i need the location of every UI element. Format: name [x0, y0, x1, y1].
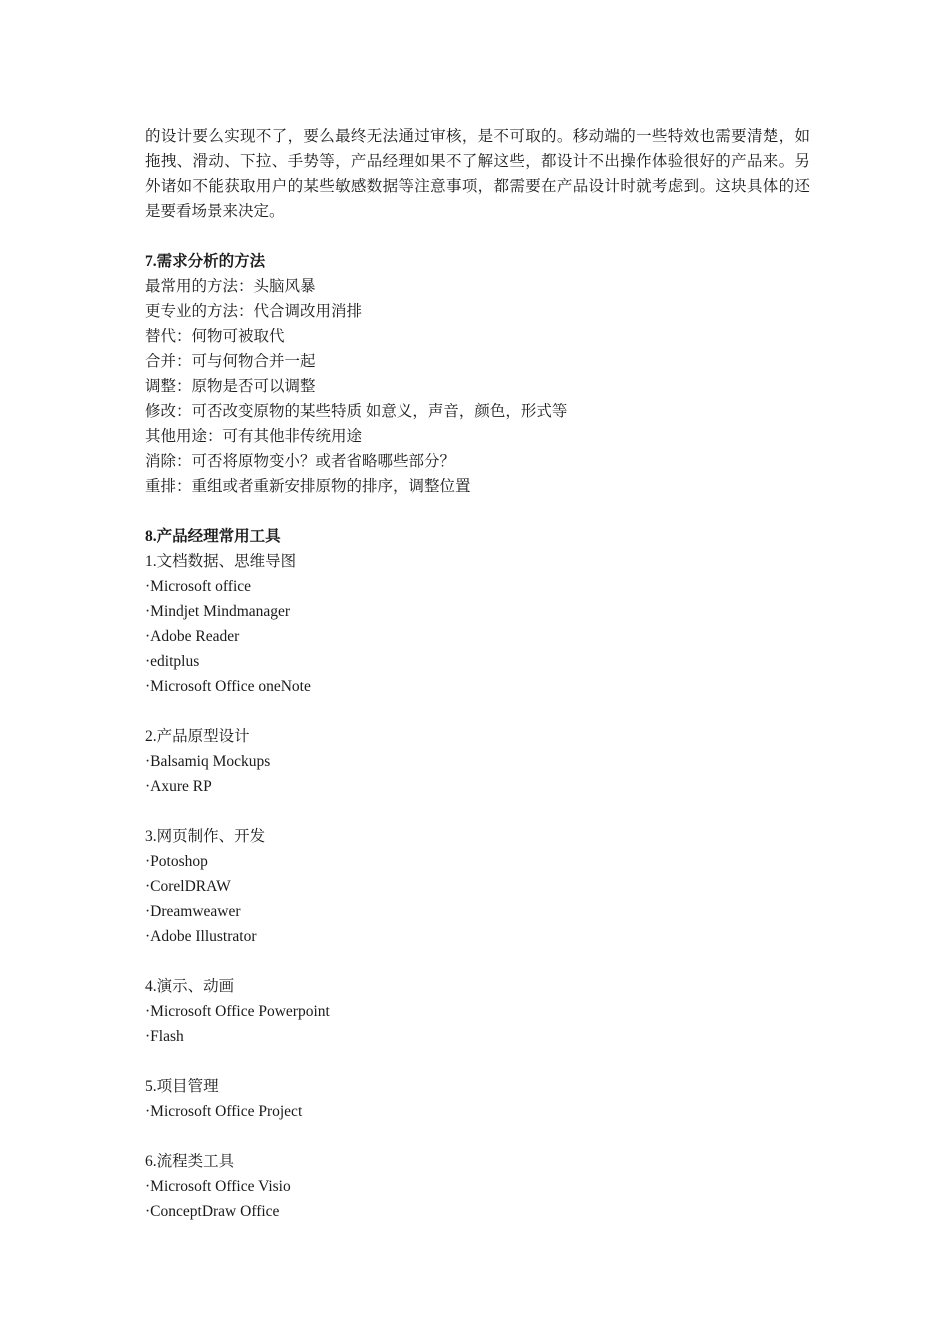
tool-group-title: 5.项目管理: [145, 1078, 219, 1095]
tool-item: ·Flash: [145, 1028, 184, 1045]
tool-item: ·Microsoft Office Project: [145, 1103, 303, 1120]
tool-item: ·Potoshop: [145, 853, 208, 870]
spacer: [145, 224, 810, 249]
tool-item: ·Balsamiq Mockups: [145, 753, 271, 770]
tool-item: ·Microsoft Office oneNote: [145, 678, 311, 695]
method-line: 最常用的方法：头脑风暴: [145, 278, 316, 295]
tool-item: ·Microsoft Office Powerpoint: [145, 1003, 330, 1020]
spacer: [145, 1124, 810, 1149]
method-line: 更专业的方法：代合调改用消排: [145, 303, 363, 320]
tool-item: ·Microsoft office: [145, 578, 252, 595]
tool-item: ·CorelDRAW: [145, 878, 231, 895]
intro-paragraph: 的设计要么实现不了，要么最终无法通过审核，是不可取的。移动端的一些特效也需要清楚，如拖拽、滑动、下拉、手势等，产品经理如果不了解这些，都设计不出操作体验很好的产品来。另外诸如不能获取用户的某些敏感数据等注意事项，都需要在产品设计时就考虑到。这块具体的还是要看场景来决定。: [145, 128, 810, 220]
spacer: [145, 699, 810, 724]
tool-item: ·Axure RP: [145, 778, 212, 795]
method-line: 调整：原物是否可以调整: [145, 378, 316, 395]
tool-item: ·Adobe Reader: [145, 628, 240, 645]
tool-group-title: 3.网页制作、开发: [145, 828, 266, 845]
spacer: [145, 499, 810, 524]
spacer: [145, 949, 810, 974]
document-page: [145, 124, 810, 1224]
method-line: 消除：可否将原物变小？或者省略哪些部分？: [145, 453, 456, 470]
tool-item: ·editplus: [145, 653, 200, 670]
tool-group-title: 6.流程类工具: [145, 1153, 235, 1170]
method-line: 重排：重组或者重新安排原物的排序，调整位置: [145, 478, 471, 495]
method-line: 其他用途：可有其他非传统用途: [145, 428, 363, 445]
section-heading-7: 7.需求分析的方法: [145, 253, 266, 270]
spacer: [145, 799, 810, 824]
spacer: [145, 1049, 810, 1074]
tool-group-title: 2.产品原型设计: [145, 728, 250, 745]
tool-item: ·Microsoft Office Visio: [145, 1178, 291, 1195]
tool-item: ·Dreamweawer: [145, 903, 241, 920]
tool-item: ·Mindjet Mindmanager: [145, 603, 291, 620]
section-heading-8: 8.产品经理常用工具: [145, 528, 281, 545]
method-line: 合并：可与何物合并一起: [145, 353, 316, 370]
tool-item: ·Adobe Illustrator: [145, 928, 257, 945]
tool-group-title: 4.演示、动画: [145, 978, 235, 995]
method-line: 修改：可否改变原物的某些特质 如意义，声音，颜色，形式等: [145, 403, 568, 420]
tool-item: ·ConceptDraw Office: [145, 1203, 280, 1220]
tool-group-title: 1.文档数据、思维导图: [145, 553, 297, 570]
method-line: 替代：何物可被取代: [145, 328, 285, 345]
